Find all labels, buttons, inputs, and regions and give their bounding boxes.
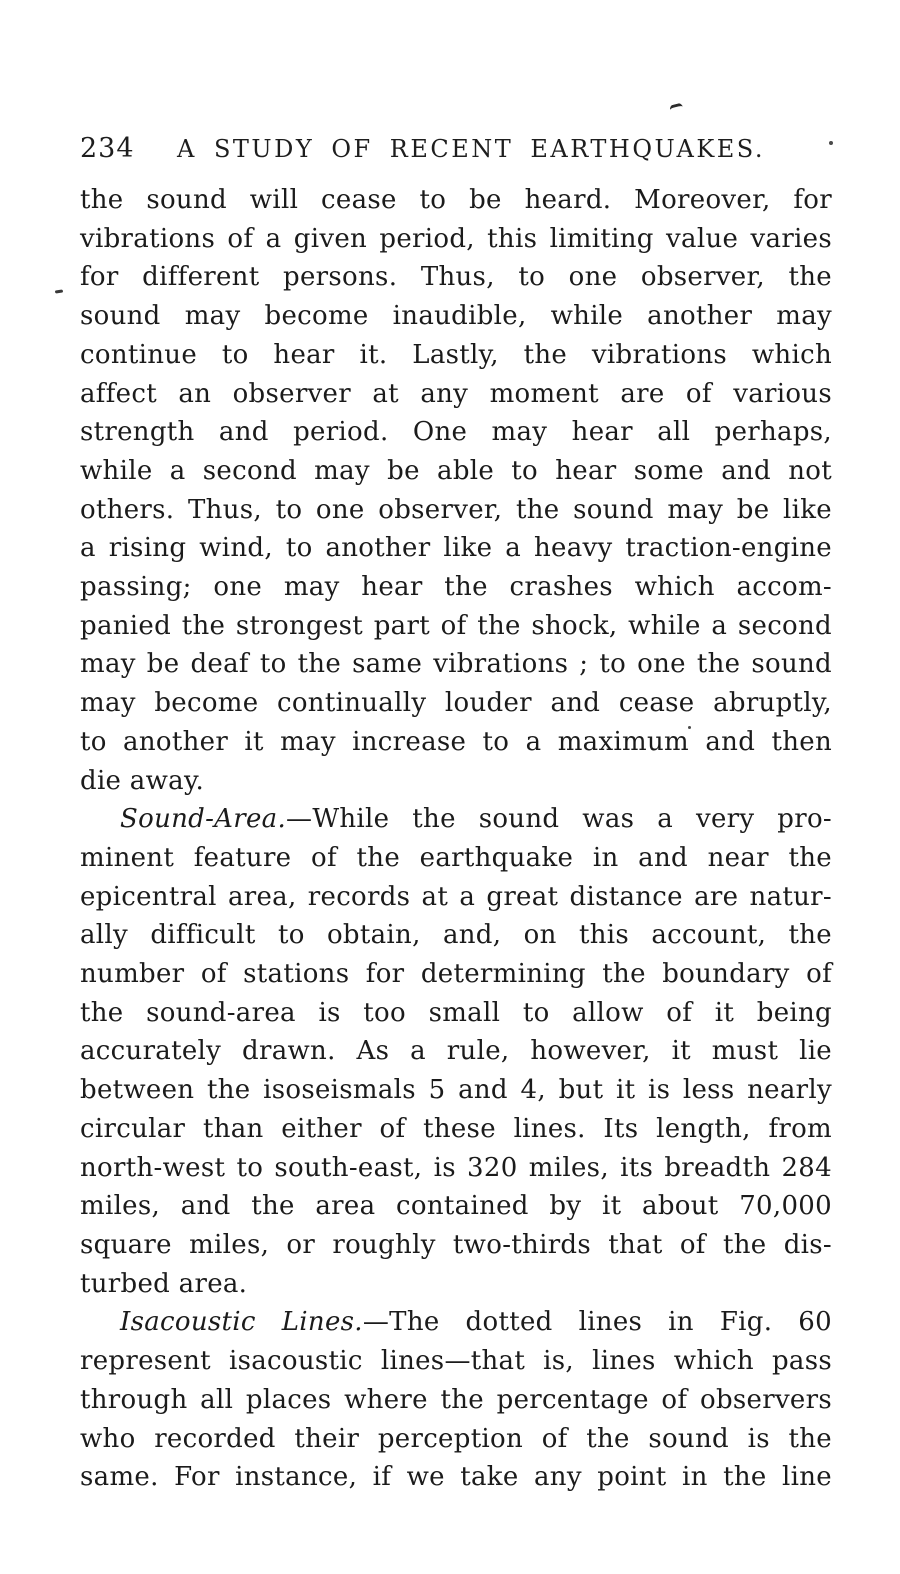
text-line: sound may become inaudible, while another may — [80, 301, 832, 332]
text-line: others. Thus, to one observer, the sound may be like — [80, 494, 832, 525]
text-line: minent feature of the earthquake in and near the — [80, 842, 832, 873]
text-line: the sound will cease to be heard. Moreover, for — [80, 185, 832, 215]
page-number: 234 — [80, 133, 135, 164]
text-line: a rising wind, to another like a heavy traction-engine — [80, 533, 832, 564]
page-header — [80, 133, 832, 165]
running-title: A STUDY OF RECENT EARTHQUAKES. — [176, 135, 765, 163]
text-line: represent isacoustic lines—that is, lines which pass — [80, 1346, 832, 1377]
text-line: may become continually louder and cease abruptly, — [80, 688, 832, 719]
page-body — [80, 181, 832, 1497]
text-line: panied the strongest part of the shock, while a second — [80, 610, 832, 641]
text-line: Sound-Area.—While the sound was a very pro- — [120, 804, 832, 835]
text-line: accurately drawn. As a rule, however, it must lie — [80, 1036, 832, 1067]
text-line: north-west to south-east, is 320 miles, its breadth 284 — [80, 1152, 832, 1183]
text-line: between the isoseismals 5 and 4, but it is less nearly — [80, 1075, 832, 1106]
text-line: vibrations of a given period, this limiting value varies — [80, 223, 832, 254]
text-line: the sound-area is too small to allow of it being — [80, 997, 832, 1028]
text-line: for different persons. Thus, to one observer, the — [80, 262, 832, 293]
text-line: number of stations for determining the boundary of — [80, 959, 832, 990]
section-lead: Sound-Area. — [120, 804, 287, 835]
text-line: same. For instance, if we take any point in the line — [80, 1462, 832, 1493]
text-line: square miles, or roughly two-thirds that of the dis- — [80, 1229, 832, 1260]
paragraph — [80, 800, 832, 1303]
text-line: passing; one may hear the crashes which accom- — [80, 572, 832, 603]
text-line: while a second may be able to hear some and not — [80, 455, 832, 486]
text-line: to another it may increase to a maximum and then — [80, 726, 832, 757]
section-lead: Isacoustic Lines. — [120, 1307, 363, 1338]
text-line: who recorded their perception of the sound is the — [80, 1423, 832, 1454]
text-line: die away. — [80, 765, 205, 796]
text-line: circular than either of these lines. Its length, from — [80, 1113, 832, 1144]
text-line: turbed area. — [80, 1268, 248, 1299]
text-line: ally difficult to obtain, and, on this account, the — [80, 920, 832, 951]
paragraph — [80, 181, 832, 800]
text-line: continue to hear it. Lastly, the vibrations which — [80, 339, 832, 370]
scan-artifact-squiggle — [669, 103, 684, 115]
text-line: through all places where the percentage of observers — [80, 1384, 832, 1415]
scan-artifact-margin-tick — [55, 289, 63, 293]
text-line: Isacoustic Lines.—The dotted lines in Fig. 60 — [120, 1307, 832, 1338]
paragraph — [80, 1303, 832, 1497]
text-line: affect an observer at any moment are of various — [80, 378, 832, 409]
text-line: may be deaf to the same vibrations ; to one the sound — [80, 649, 832, 680]
text-line: miles, and the area contained by it about 70,000 — [80, 1191, 832, 1222]
text-line: epicentral area, records at a great distance are natur- — [80, 881, 832, 912]
text-line: strength and period. One may hear all perhaps, — [80, 417, 832, 448]
